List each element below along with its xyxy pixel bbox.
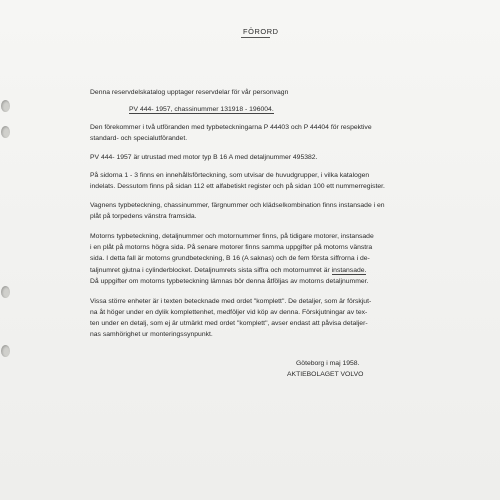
title-underline (241, 37, 270, 38)
paragraph-text: taljnumret gjutna i cylinderblocket. Detaljnumrets sista siffra och motornumret är (90, 267, 332, 274)
paragraph-line: Då uppgifter om motorns typbeteckning lämnas bör denna åtföljas av motorns detaljnummer. (90, 278, 369, 285)
paragraph-line (90, 267, 366, 275)
punch-hole (1, 286, 10, 298)
paragraph-line: na åt höger under en dylik komplettenhet, medföljer vid köp av denna. Förskjutningar av tex- (90, 309, 368, 316)
model-chassis-line (129, 106, 274, 114)
paragraph-line: Vissa större enheter är i texten betecknade med ordet "komplett". De detaljer, som är förskjut- (90, 298, 372, 305)
signature-company: AKTIEBOLAGET VOLVO (287, 371, 364, 378)
punch-hole (1, 126, 10, 138)
intro-line: Denna reservdelskatalog upptager reservdelar för vår personvagn (90, 89, 289, 96)
paragraph-line: plåt på torpedens vänstra framsida. (90, 213, 197, 220)
paragraph-line: indelats. Dessutom finns på sidan 112 ett alfabetiskt register och på sidan 100 ett nummerregister. (90, 183, 385, 190)
punch-hole (1, 345, 10, 357)
paragraph-line: nas samhörighet ur monteringssynpunkt. (90, 331, 213, 338)
signature-place-date: Göteborg i maj 1958. (296, 360, 360, 367)
model-chassis-text: PV 444- 1957, chassinummer 131918 - 196004. (129, 106, 274, 113)
page-title: FÖRORD (243, 27, 279, 36)
paragraph-line: Motorns typbeteckning, detaljnummer och motornummer finns, på tidigare motorer, instansade (90, 233, 374, 240)
punch-hole (1, 100, 10, 112)
paragraph-line: ten under en detalj, som ej är utmärkt med ordet "komplett", avser endast att påvisa detaljer- (90, 320, 368, 327)
paragraph-line: Vagnens typbeteckning, chassinummer, färgnummer och klädselkombination finns instansade i en (90, 202, 385, 209)
paragraph-line: Den förekommer i två utföranden med typbeteckningarna P 44403 och P 44404 för respektive (90, 124, 372, 131)
paragraph-line: standard- och specialutförandet. (90, 135, 188, 142)
paragraph-line: i en plåt på motorns högra sida. På senare motorer finns samma uppgifter på motorns vänstra (90, 244, 373, 251)
paragraph-line: PV 444- 1957 är utrustad med motor typ B 16 A med detaljnummer 495382. (90, 154, 318, 161)
paragraph-line: På sidorna 1 - 3 finns en innehållsförteckning, som utvisar de huvudgrupper, i vilka katalogen (90, 172, 370, 179)
underlined-word: instansade. (331, 267, 367, 274)
paragraph-line: sida. I detta fall är motorns grundbeteckning, B 16 (A saknas) och de fem första siffrorna i de- (90, 255, 370, 262)
